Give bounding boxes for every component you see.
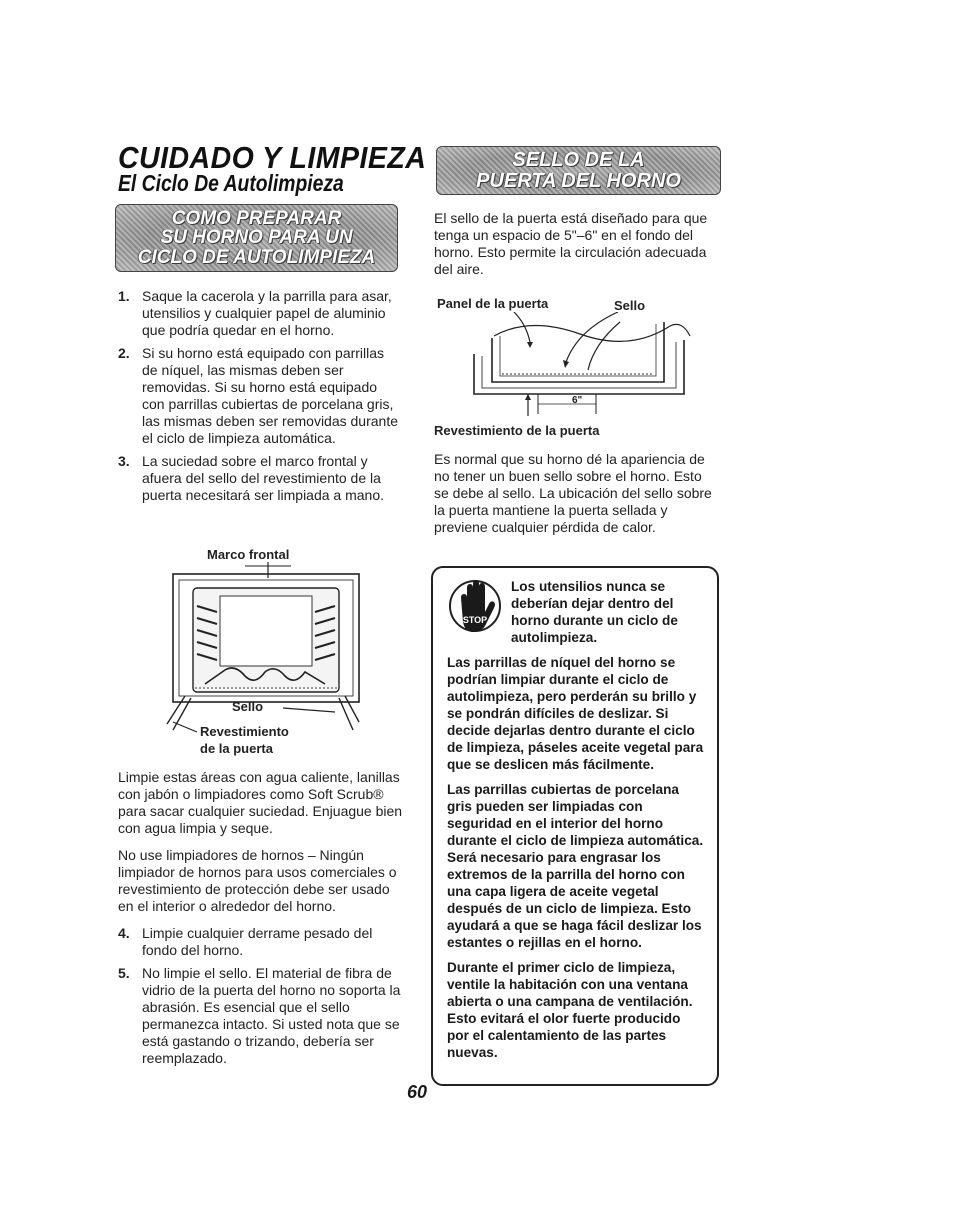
step-number: 3. [118,453,130,469]
door-panel-label: Panel de la puerta [437,296,549,311]
banner-line: CICLO DE AUTOLIMPIEZA [137,246,376,268]
warning-para-ventilate: Durante el primer ciclo de limpieza, ventile la habitación con una ventana abierta o una campana de ventilación. Esto evitará el olor fuerte producido por el calentamiento de las partes nuevas. [447,960,693,1060]
seal-label: Sello [232,699,264,714]
stop-text: STOP [462,615,488,625]
page-title: CUIDADO Y LIMPIEZA [118,140,427,175]
door-seal-banner [436,146,721,195]
prepare-oven-banner [115,204,398,272]
list-item [118,453,403,504]
list-item [118,288,403,339]
stop-hand-icon [447,576,505,638]
clean-instructions: Limpie estas áreas con agua caliente, lanillas con jabón o limpiadores como Soft Scrub® para sacar cualquier suciedad. Enjuague bien con agua limpia y seque. [118,769,403,836]
warning-para-porcelain: Las parrillas cubiertas de porcelana gris pueden ser limpiadas con seguridad en el interior del horno durante el ciclo de limpieza automática. Será necesario para engrasar los extremos de la parrilla del horno con una capa ligera de aceite vegetal después de un ciclo de limpieza. Esto ayudará a que se haga fácil deslizar los estantes o rejillas en el horno. [447,782,704,950]
seal-normal-text: Es normal que su horno dé la apariencia de no tener un buen sello sobre el horno. Esto se debe al sello. La ubicación del sello sobre la puerta mantiene la puerta sellada y previene cualquier pérdida de calor. [434,451,712,535]
door-lining-label-line1: Revestimiento [200,724,289,739]
left-body-text [118,769,403,1073]
warning-lead: Los utensilios nunca se deberían dejar dentro del horno durante un ciclo de autolimpieza. [511,579,678,645]
step-text: Saque la cacerola y la parrilla para asar, utensilios y cualquier papel de aluminio que podría quedar en el horno. [142,288,392,338]
step-text: La suciedad sobre el marco frontal y afuera del sello del revestimiento de la puerta necesitará ser limpiada a mano. [142,453,385,503]
banner-line: COMO PREPARAR [171,207,342,229]
warning-box [431,566,719,1086]
step-text: No limpie el sello. El material de fibra de vidrio de la puerta del horno no soporta la abrasión. Es esencial que el sello permanezca intacto. Si usted nota que se está gastando o trizando, debería ser reemplazado. [142,965,401,1066]
warning-header [447,576,705,646]
warning-para-nickel: Las parrillas de níquel del horno se podrían limpiar durante el ciclo de autolimpieza, pero perderán su brillo y se pondrán difíciles de deslizar. Si decide dejarlas dentro durante el ciclo de limpieza, páseles aceite vegetal para que se deslicen más fácilmente. [447,655,704,772]
seal-label-right: Sello [614,298,646,313]
step-number: 1. [118,288,130,304]
prep-steps-list [118,288,403,510]
step-number: 4. [118,925,130,941]
door-lining-label-right: Revestimiento de la puerta [434,423,600,438]
page-subtitle: El Ciclo De Autolimpieza [118,170,344,196]
door-lining-label-line2: de la puerta [200,741,273,756]
extra-steps-list [118,925,403,1067]
step-number: 5. [118,965,130,981]
banner-line: SELLO DE LA [512,149,645,172]
door-seal-intro: El sello de la puerta está diseñado para que tenga un espacio de 5"–6" en el fondo del horno. Esto permite la circulación adecuada del aire. [434,210,708,277]
list-item [118,925,403,959]
no-cleaner-warning: No use limpiadores de hornos – Ningún limpiador de hornos para usos comerciales o revestimiento de protección debe ser usado en el interior o alrededor del horno. [118,847,397,914]
banner-line: SU HORNO PARA UN [160,227,353,249]
step-text: Si su horno está equipado con parrillas de níquel, las mismas deben ser removidas. Si su horno está equipado con parrillas cubiertas de porcelana gris, las mismas deben ser removidas durante el ciclo de limpieza automática. [142,345,399,446]
front-frame-label: Marco frontal [207,547,290,562]
page-number: 60 [407,1082,428,1102]
banner-line: PUERTA DEL HORNO [476,169,681,192]
list-item [118,965,403,1067]
step-number: 2. [118,345,130,361]
gap-measurement-label: 6" [572,395,583,406]
step-text: Limpie cualquier derrame pesado del fondo del horno. [142,925,373,958]
list-item [118,345,403,447]
